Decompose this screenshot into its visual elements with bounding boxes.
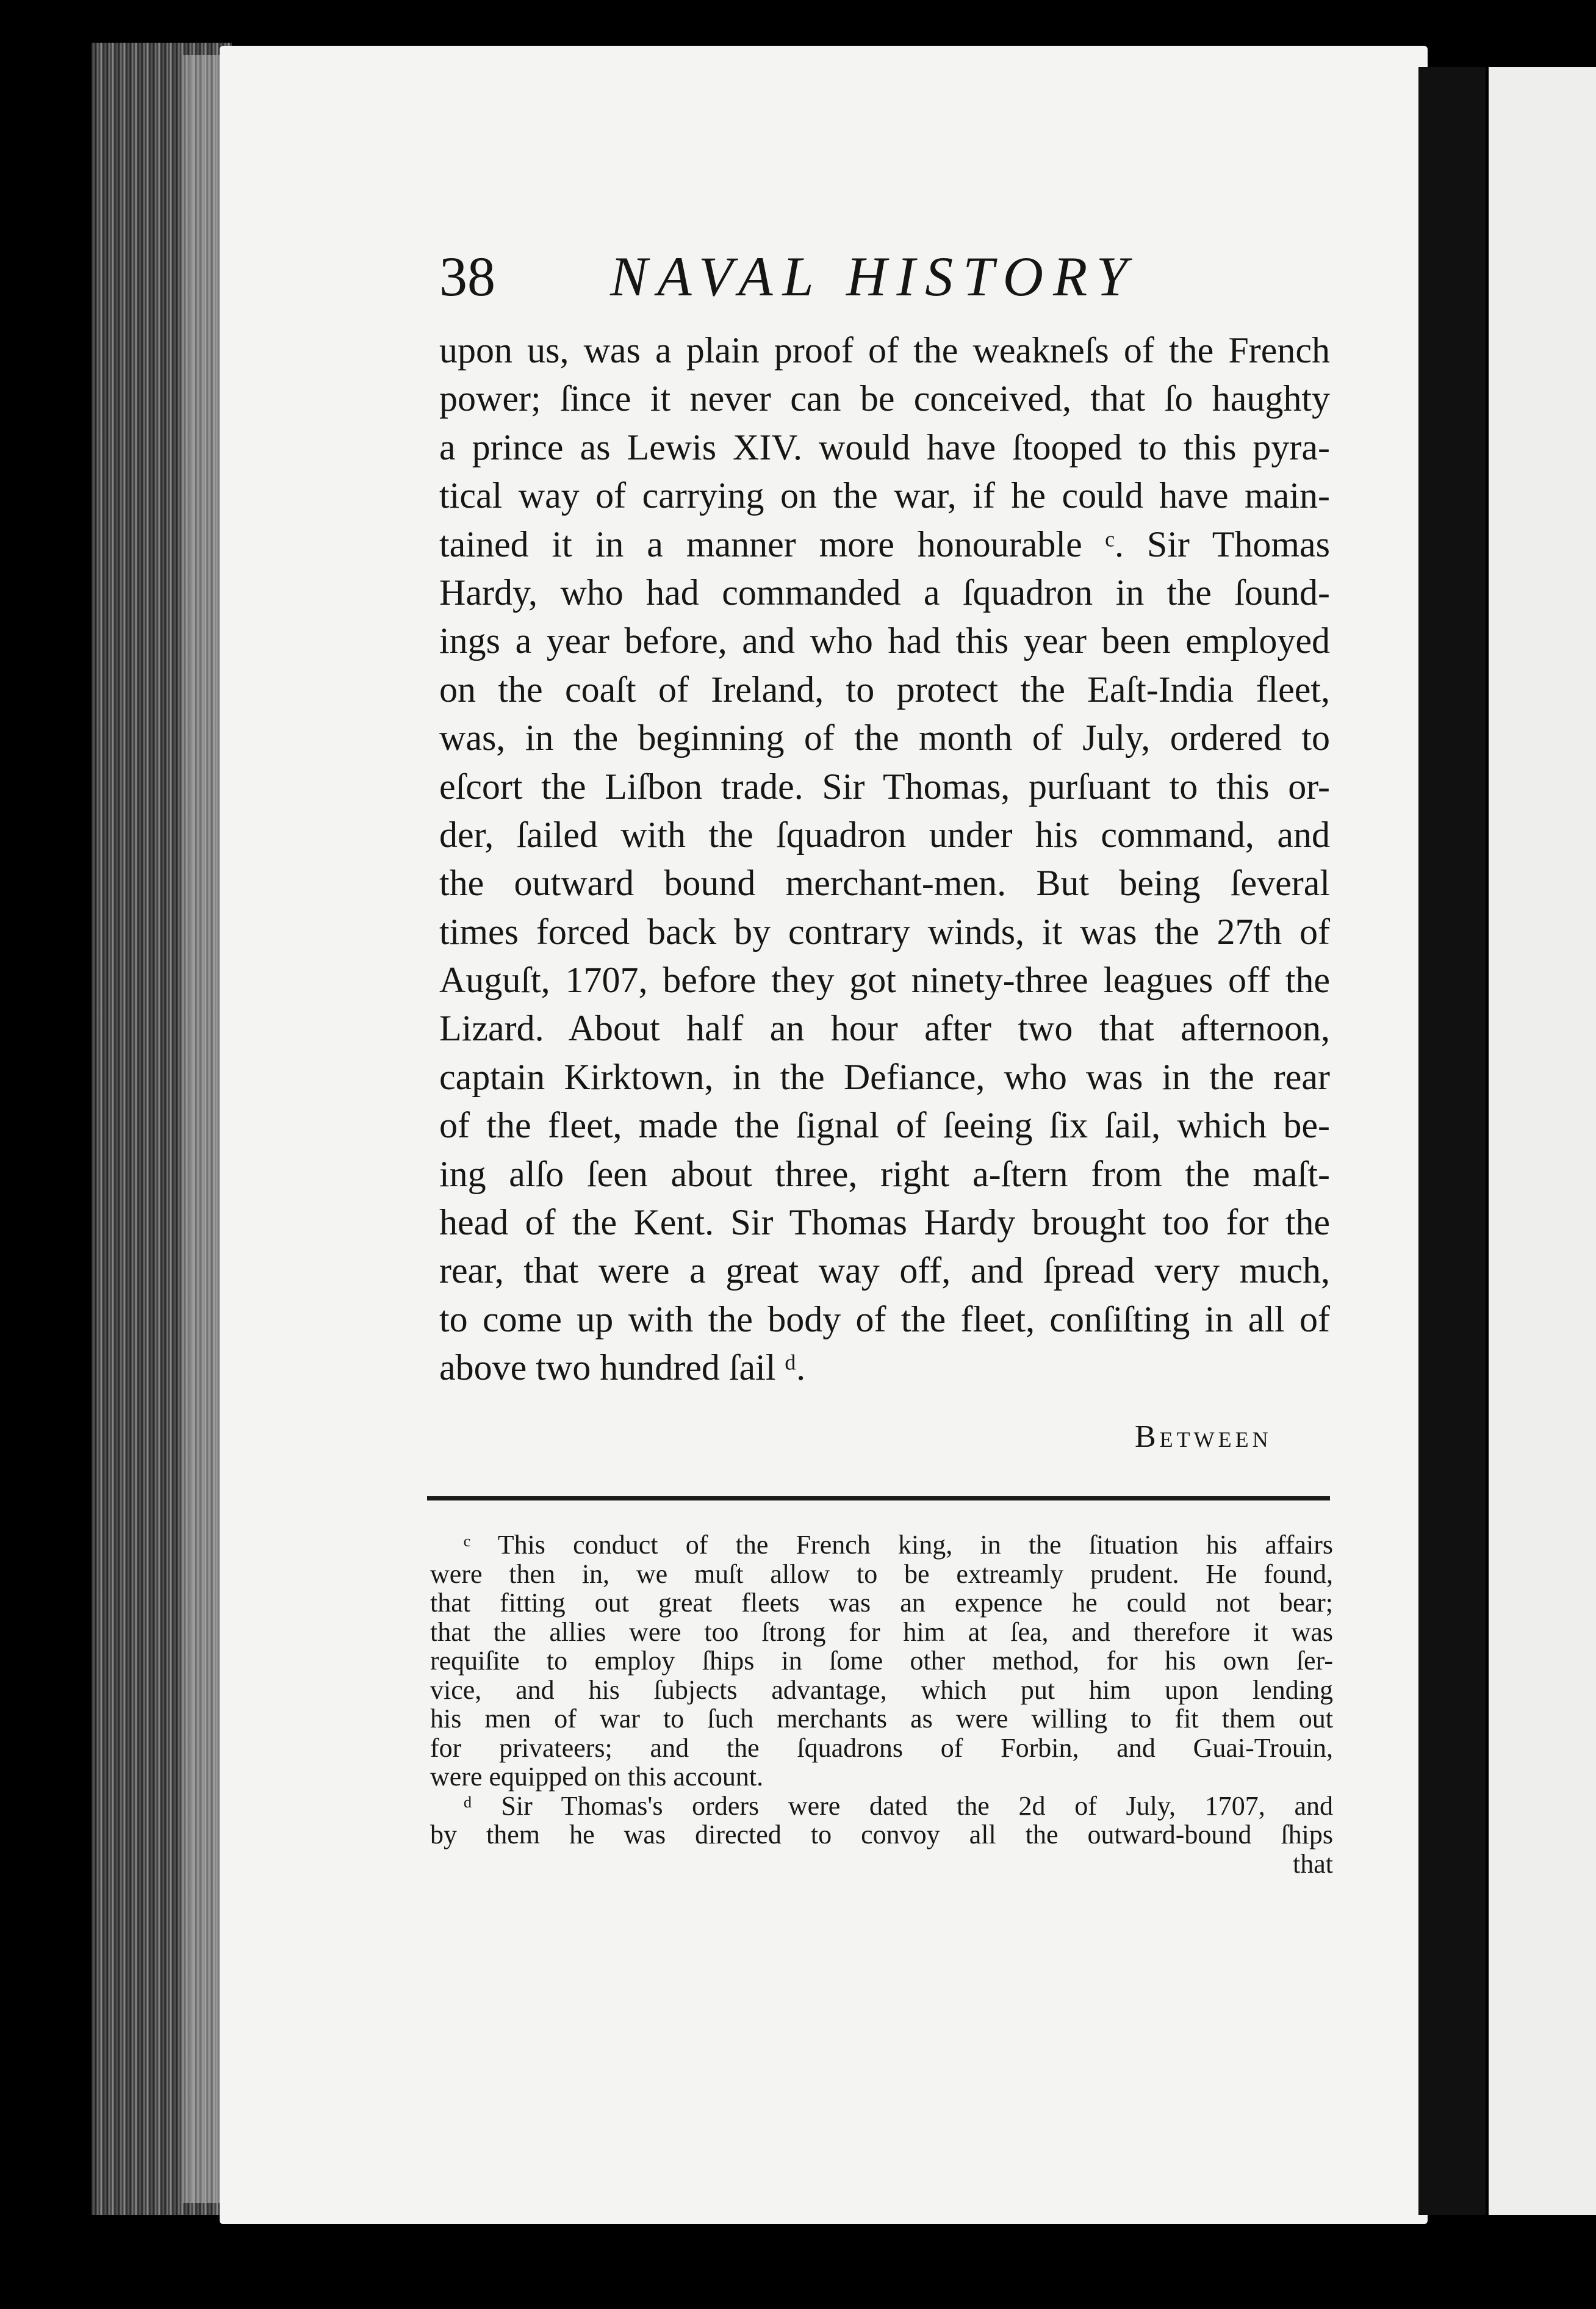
body-line: Lizard. About half an hour after two that afternoon, xyxy=(439,1008,1330,1049)
footnote-line: for privateers; and the ſquadrons of Forbin, and Guai-Trouin, xyxy=(430,1732,1333,1763)
body-line: rear, that were a great way off, and ſpread very much, xyxy=(439,1250,1330,1291)
footnote-rule xyxy=(427,1496,1330,1500)
footnote-line: vice, and his ſubjects advantage, which put him upon lending xyxy=(430,1674,1333,1705)
body-line: times forced back by contrary winds, it was the 27th of xyxy=(439,911,1330,952)
body-line: to come up with the body of the fleet, conſiſting in all of xyxy=(439,1299,1330,1339)
page-header xyxy=(439,244,1330,317)
footnote-line: by them he was directed to convoy all the outward-bound ſhips xyxy=(430,1820,1333,1850)
adjacent-page-sliver xyxy=(1489,67,1596,2215)
page-number: 38 xyxy=(439,245,495,308)
body-line: Hardy, who had commanded a ſquadron in the ſound- xyxy=(439,572,1330,613)
footnote-line: ᶜ This conduct of the French king, in the ſituation his affairs xyxy=(464,1530,1333,1560)
body-line: was, in the beginning of the month of July, ordered to xyxy=(439,718,1330,758)
footnote-line: were then in, we muſt allow to be extreamly prudent. He found, xyxy=(430,1558,1333,1589)
body-line: eſcort the Liſbon trade. Sir Thomas, purſuant to this or- xyxy=(439,766,1330,807)
footnote-line: requiſite to employ ſhips in ſome other method, for his own ſer- xyxy=(430,1646,1333,1676)
footnote-line: his men of war to ſuch merchants as were willing to fit them out xyxy=(430,1704,1333,1734)
body-line: Auguſt, 1707, before they got ninety-three leagues off the xyxy=(439,960,1330,1001)
body-line: der, ſailed with the ſquadron under his command, and xyxy=(439,814,1330,855)
body-line: captain Kirktown, in the Defiance, who was in the rear xyxy=(439,1056,1330,1097)
body-line: on the coaſt of Ireland, to protect the Eaſt-India fleet, xyxy=(439,669,1330,710)
footnote-line: that xyxy=(1293,1848,1333,1879)
footnote-line: that fitting out great fleets was an expence he could not bear; xyxy=(430,1588,1333,1618)
running-title: NAVAL HISTORY xyxy=(610,245,1137,308)
body-line: above two hundred ſail ᵈ. xyxy=(439,1347,806,1388)
body-line: tical way of carrying on the war, if he could have main- xyxy=(439,475,1330,516)
body-text xyxy=(439,326,1330,1392)
gutter-shadow xyxy=(1418,67,1486,2215)
body-line: head of the Kent. Sir Thomas Hardy brought too for the xyxy=(439,1202,1330,1243)
body-line: of the fleet, made the ſignal of ſeeing ſix ſail, which be- xyxy=(439,1105,1330,1146)
body-line: tained it in a manner more honourable ᶜ. Sir Thomas xyxy=(439,524,1330,564)
catchword: Between xyxy=(1135,1419,1272,1454)
footnote-line: ᵈ Sir Thomas's orders were dated the 2d of July, 1707, and xyxy=(464,1790,1333,1821)
footnote-line: that the allies were too ſtrong for him at ſea, and therefore it was xyxy=(430,1616,1333,1647)
body-line: the outward bound merchant-men. But being ſeveral xyxy=(439,863,1330,904)
body-line: power; ſince it never can be conceived, that ſo haughty xyxy=(439,378,1330,419)
footnote-line: were equipped on this account. xyxy=(430,1762,764,1792)
body-line: ing alſo ſeen about three, right a-ſtern from the maſt- xyxy=(439,1153,1330,1194)
body-line: a prince as Lewis XIV. would have ſtooped to this pyra- xyxy=(439,427,1330,467)
body-line: upon us, was a plain proof of the weakneſs of the French xyxy=(439,330,1330,370)
body-line: ings a year before, and who had this year been employed xyxy=(439,621,1330,661)
footnotes xyxy=(430,1530,1333,1878)
